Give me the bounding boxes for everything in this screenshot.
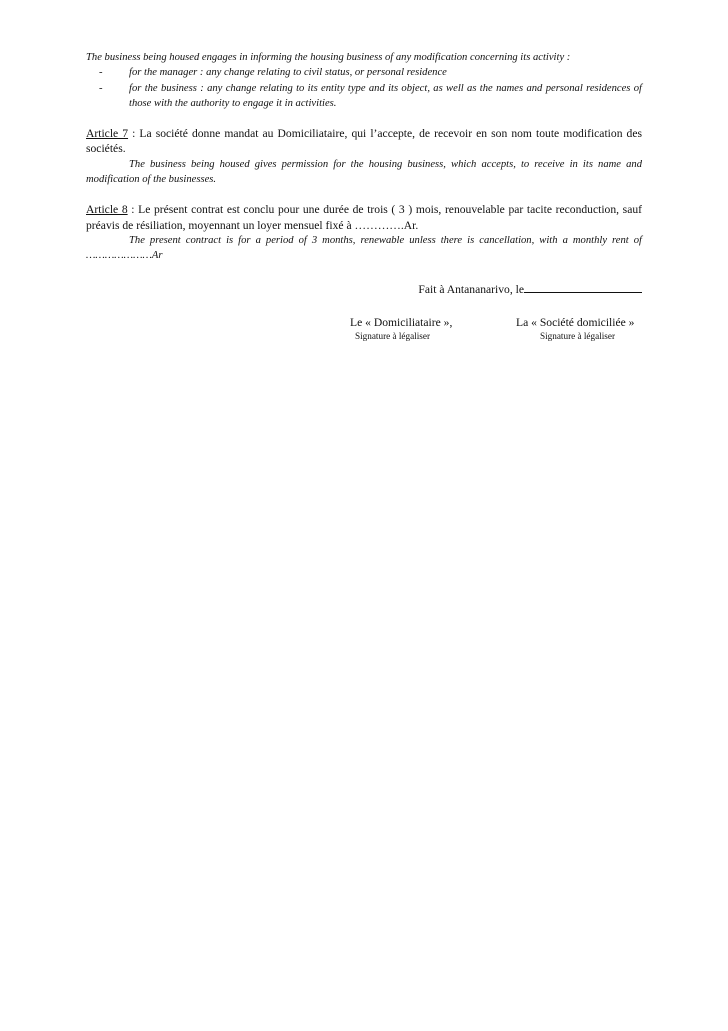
intro-bullet-list	[86, 65, 642, 111]
article-8-english: The present contract is for a period of 3 months, renewable unless there is cancellation, with a monthly rent of …………………Ar	[86, 234, 642, 262]
signature-note: Signature à légaliser	[355, 330, 431, 341]
place-date-text: Fait à Antananarivo, le	[418, 282, 524, 296]
article-7-text: : La société donne mandat au Domiciliataire, qui l’accepte, de recevoir en son nom toute modification des sociétés.	[86, 127, 643, 156]
article-8-label: Article 8	[86, 203, 128, 217]
article-7-english: The business being housed gives permission for the housing business, which accepts, to receive in its name and modification of the businesses.	[86, 158, 642, 186]
place-date-line	[86, 281, 642, 297]
intro-paragraph: The business being housed engages in informing the housing business of any modification concerning its activity :	[86, 52, 571, 63]
signature-note: Signature à légaliser	[540, 330, 616, 341]
spacer	[86, 187, 642, 202]
signature-block	[86, 315, 642, 349]
document-body	[86, 50, 642, 349]
article-7-label: Article 7	[86, 127, 129, 141]
article-8-text: : Le présent contrat est conclu pour une durée de trois ( 3 ) mois, renouvelable par tacite reconduction, sauf préavis de résiliation, moyennant un loyer mensuel fixé à ………….Ar.	[86, 203, 642, 232]
date-blank-line	[524, 281, 642, 293]
bullet-dash: -	[99, 82, 103, 94]
list-item	[86, 65, 642, 80]
article-8-french	[86, 202, 642, 233]
bullet-text: for the manager : any change relating to civil status, or personal residence	[129, 67, 447, 79]
signatory-party: La « Société domiciliée »	[516, 315, 635, 329]
domiciliataire-signature	[350, 315, 490, 342]
bullet-dash: -	[99, 67, 103, 79]
signatory-party: Le « Domiciliataire »,	[350, 315, 453, 329]
bullet-text: for the business : any change relating to its entity type and its object, as well as the names and personal residences of those with the authority to engage it in activities.	[129, 82, 642, 109]
article-7-french	[86, 126, 642, 157]
spacer	[86, 111, 642, 126]
societe-domiciliee-signature	[516, 315, 651, 342]
list-item	[86, 81, 642, 112]
